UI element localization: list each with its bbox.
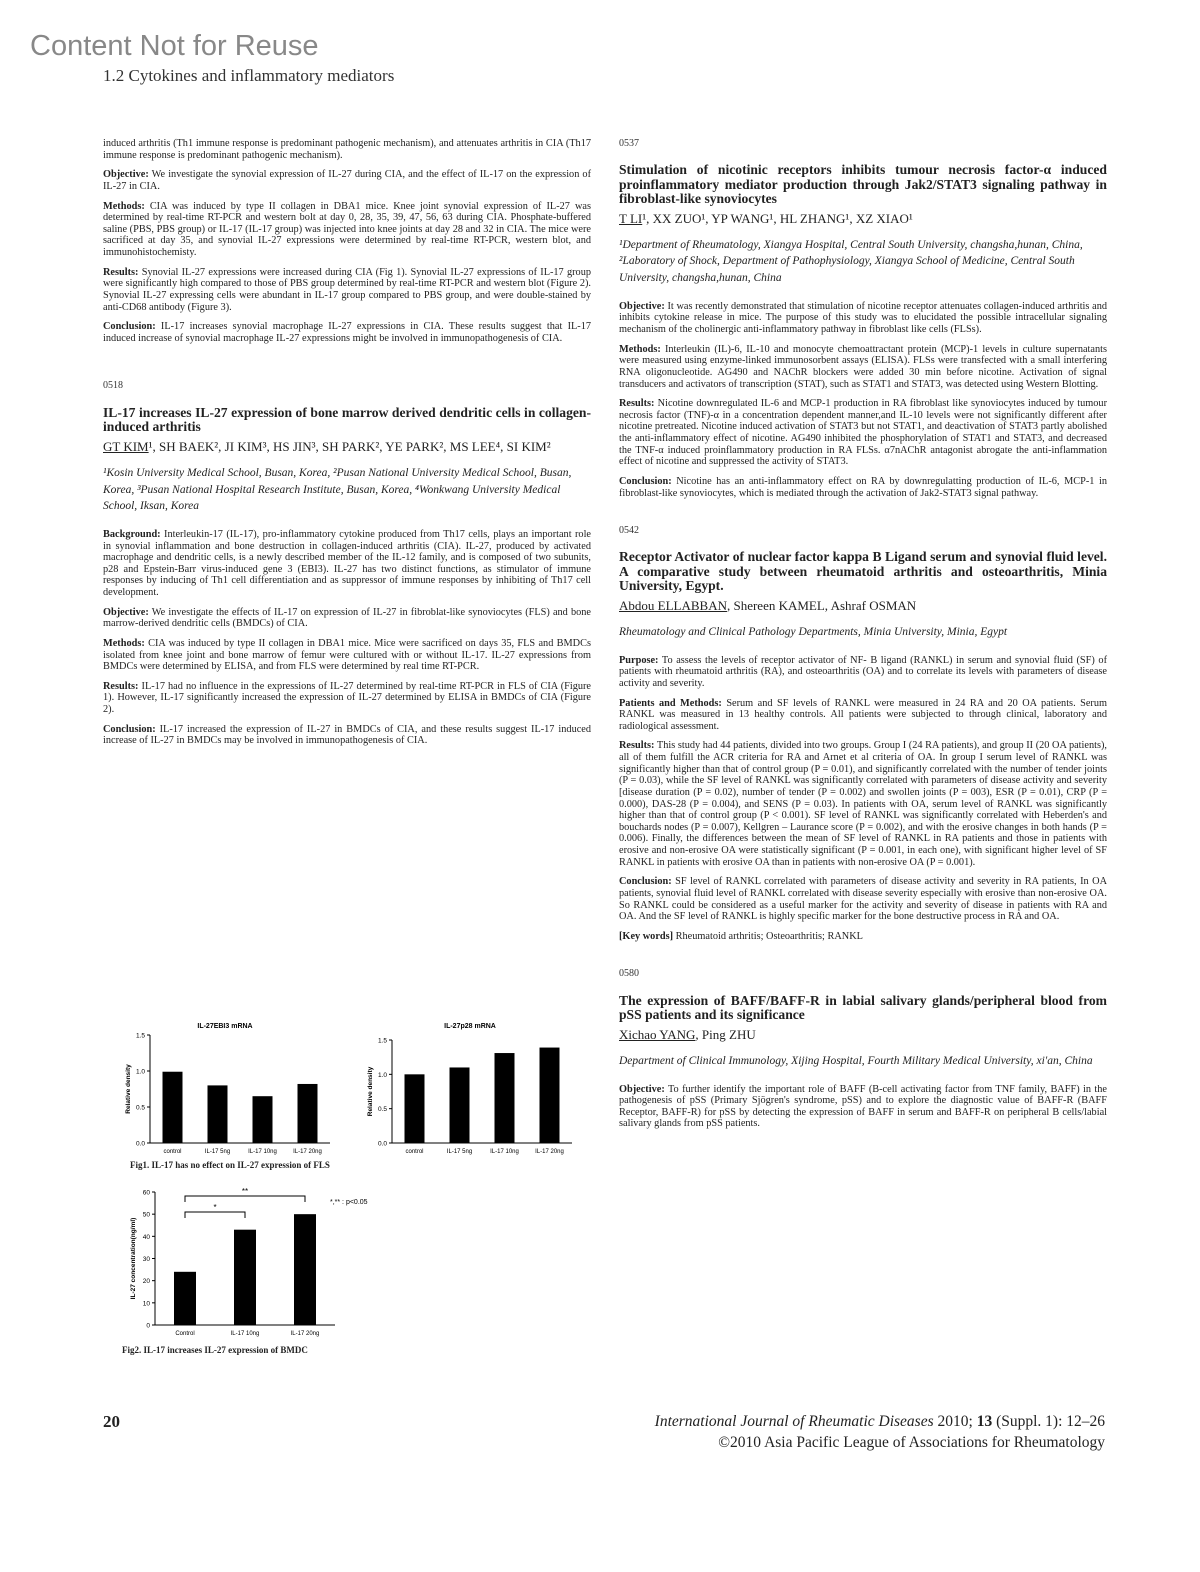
y-tick-label: 1.0 — [135, 1068, 145, 1076]
continued-intro: induced arthritis (Th1 immune response is predominant pathogenic mechanism), and attenuates arthritis in CIA (Th17 immune response is predominant pathogenic mechanism). — [103, 138, 591, 161]
y-tick-label: 0.0 — [135, 1140, 145, 1148]
bar — [495, 1053, 515, 1143]
bar — [174, 1272, 196, 1325]
x-tick-label: IL-17 20ng — [293, 1149, 322, 1155]
abstract-title: Stimulation of nicotinic receptors inhibits tumour necrosis factor-α induced proinflammatory mediator production through Jak2/STAT3 signaling pathway in fibroblast-like synoviocytes — [619, 162, 1107, 206]
y-tick-label: 30 — [142, 1256, 150, 1263]
x-tick-label: IL-17 10ng — [248, 1149, 277, 1155]
y-axis-label: Relative density — [125, 1064, 132, 1114]
y-tick-label: 0.5 — [377, 1106, 387, 1114]
author-list: Abdou ELLABBAN, Shereen KAMEL, Ashraf OSMAN — [619, 598, 917, 614]
objective: Objective: To further identify the important role of BAFF (B-cell activating factor from TNF family, BAFF) in the pathogenesis of pSS (Primary Sjögren's syndrome, pSS) and to explore the diagnostic value of BAFF-R (BAFF Receptor, BAFF-R) for pSS by detecting the expression of BAFF in serum and BAFF-R on peripheral B cells/labial salivary glands from pSS patients. — [619, 1083, 1107, 1130]
results: Results: IL-17 had no influence in the expressions of IL-27 determined by real-time RT-PCR in FLS of CIA (Figure 1). However, IL-17 significantly increased the expression of IL-27 determined by ELISA in BMDCs of CIA (Figure 2). — [103, 680, 592, 716]
abstract-id: 0537 — [619, 138, 639, 149]
x-tick-label: IL-17 20ng — [290, 1331, 320, 1337]
continued-conclusion: Conclusion: IL-17 increases synovial macrophage IL-27 expressions in CIA. These results suggest that IL-17 induced increase of synovial macrophage IL-27 expressions might be involved in immunopathogenesis of CIA. — [103, 321, 592, 344]
right-column — [619, 138, 1107, 1138]
abstract-title: The expression of BAFF/BAFF-R in labial salivary glands/peripheral blood from pSS patients and its significance — [619, 992, 1107, 1022]
objective: Objective: It was recently demonstrated that stimulation of nicotine receptor attenuates collagen-induced arthritis and inhibits cytokine release in mice. The purpose of this study was to elucidated the possible intracellular signaling mechanism of the cholinergic anti-inflammatory pathway in fibroblast like cells (FLSs). — [619, 300, 1107, 336]
bar — [208, 1085, 228, 1143]
abstract-title: IL-17 increases IL-27 expression of bone marrow derived dendritic cells in collagen-induced arthritis — [103, 404, 591, 434]
continued-objective: Objective: We investigate the synovial expression of IL-27 during CIA, and the effect of IL-17 on the expression of IL-27 in CIA. — [103, 169, 592, 192]
figures-area — [100, 1010, 580, 1370]
y-tick-label: 1.5 — [377, 1037, 387, 1045]
section-title: 1.2 Cytokines and inflammatory mediators — [103, 66, 395, 85]
conclusion: Conclusion: IL-17 increased the expression of IL-27 in BMDCs of CIA, and these results suggest IL-17 induced increase of IL-27 in BMDCs may be involved in immunopathogenesis of CIA. — [103, 723, 592, 747]
copyright: ©2010 Asia Pacific League of Associations for Rheumatology — [718, 1433, 1105, 1451]
y-tick-label: 0.5 — [135, 1104, 145, 1112]
y-tick-label: 0 — [146, 1322, 150, 1330]
bar — [234, 1230, 256, 1325]
y-axis-label: IL-27 concentration(ng/ml) — [130, 1217, 137, 1300]
fig1-caption: Fig1. IL-17 has no effect on IL-27 expression of FLS — [130, 1160, 330, 1170]
y-tick-label: 1.5 — [135, 1032, 145, 1040]
chart-title: IL-27EBI3 mRNA — [197, 1023, 253, 1030]
y-tick-label: 40 — [142, 1233, 150, 1241]
continued-results: Results: Synovial IL-27 expressions were increased during CIA (Fig 1). Synovial IL-27 expressions of IL-17 group were significantly high compared to those of PBS group determined by real-time RT-PCR and western blot (Figure 2). Synovial IL-27 expressing cells were abundant in IL-17 group compared to PBS group, and were double-stained by anti-CD68 antibody (Figure 3). — [103, 266, 591, 313]
bar — [163, 1072, 183, 1143]
results: Results: This study had 44 patients, divided into two groups. Group I (24 RA patients), and group II (20 OA patients), all of them fulfill the ACR criteria for RA and Arnet et al criteria of OA. In group I serum level of RANKL was significantly higher than that of control group (P = 0.01), and significantly correlated with the number of tender joints (P = 0.03), while the SF level of RANKL was significantly correlated with parameters of disease activity and severity [disease duration (P = 0.02), number of tender (P = 0.002) and swollen joints (P = 003), ESR (P = 0.01), CRP (P = 0.000), DAS-28 (P = 0.004), and SENS (P = 0.03). In patients with OA, serum level of RANKL was significantly higher than that of control group (P < 0.001). SF level of RANKL was significantly correlated with Heberden's and bouchards nodes (P = 0.007), Kellgren – Laurance score (P = 0.002), and with the erosive changes in both hands (P = 0.006). Finally, the differences between the mean of SF level of RANKL in RA patients and those in patients with erosive and non-erosive OA were statistically significant (P = 0.001, in each one), with significant higher level of SF RANKL in patients with erosive OA than in patients with non-erosive OA (P = 0.001). — [619, 740, 1107, 868]
author-list: Xichao YANG, Ping ZHU — [619, 1027, 756, 1043]
y-tick-label: 0.0 — [377, 1140, 387, 1148]
significance-star: ** — [241, 1187, 249, 1196]
methods: Methods: Interleukin (IL)-6, IL-10 and monocyte chemoattractant protein (MCP)-1 levels in culture supernatants were measured using enzyme-linked immunosorbent assays (ELISA). FLSs were transfected with a small interfering RNA oligonucleotide. AG490 and NAChR blockers were added 30 min before nicotine. Activation of signal transducers and activators of transcription (STAT), such as STAT1 and STAT3, was detected using Western Blotting. — [619, 343, 1107, 390]
affiliation: ¹Department of Rheumatology, Xiangya Hospital, Central South University, changsha,hunan, China, ²Laboratory of Shock, Department of Pathophysiology, Xiangya School of Medicine, Central South University, changsha,hunan, China — [619, 238, 1083, 285]
bar — [540, 1048, 560, 1143]
x-tick-label: IL-17 5ng — [446, 1149, 473, 1155]
keywords: [Key words] Rheumatoid arthritis; Osteoarthritis; RANKL — [619, 930, 863, 942]
y-axis-label: Relative density — [367, 1066, 374, 1117]
abstract-title: Receptor Activator of nuclear factor kappa B Ligand serum and synovial fluid level. A comparative study between rheumatoid arthritis and osteoarthritis, Minia University, Egypt. — [619, 549, 1107, 593]
bar — [294, 1214, 316, 1325]
bar — [298, 1084, 318, 1143]
fig2-caption: Fig2. IL-17 increases IL-27 expression of BMDC — [122, 1345, 308, 1355]
y-tick-label: 1.0 — [377, 1071, 387, 1079]
watermark: Content Not for Reuse — [30, 30, 319, 62]
bar — [253, 1096, 273, 1143]
y-tick-label: 20 — [142, 1278, 150, 1286]
x-tick-label: IL-17 10ng — [490, 1149, 519, 1155]
journal-citation: International Journal of Rheumatic Diseases 2010; 13 (Suppl. 1): 12–26 ©2010 Asia Pacific League of Associations for Rheumatology — [655, 1412, 1105, 1454]
affiliation: ¹Kosin University Medical School, Busan, Korea, ²Pusan National University Medical School, Busan, Korea, ³Pusan National Hospital Research Institute, Busan, Korea, ⁴Wonkwang University Medical School, Iksan, Korea — [103, 466, 572, 513]
patients-methods: Patients and Methods: Serum and SF levels of RANKL were measured in 24 RA and 20 OA patients. Serum RANKL was measured in 13 healthy controls. All patients were subjected to through clinical, laboratory and radiological assessment. — [619, 697, 1108, 732]
bar — [405, 1074, 425, 1143]
author-list: T LI¹, XX ZUO¹, YP WANG¹, HL ZHANG¹, XZ XIAO¹ — [619, 211, 913, 227]
y-tick-label: 50 — [142, 1211, 150, 1219]
x-tick-label: IL-17 10ng — [230, 1331, 260, 1337]
x-tick-label: control — [163, 1149, 182, 1155]
author-list: GT KIM¹, SH BAEK², JI KIM³, HS JIN³, SH PARK², YE PARK², MS LEE⁴, SI KIM² — [103, 439, 551, 455]
abstract-id: 0542 — [619, 525, 639, 537]
affiliation: Rheumatology and Clinical Pathology Departments, Minia University, Minia, Egypt — [619, 625, 1008, 638]
x-tick-label: control — [405, 1149, 424, 1155]
purpose: Purpose: To assess the levels of receptor activator of NF- B ligand (RANKL) in serum and synovial fluid (SF) of patients with rheumatoid arthritis (RA), and osteoarthritis (OA) and to correlate its levels with parameters of disease activity and severity. — [619, 654, 1107, 689]
significance-note: *,** : p<0.05 — [330, 1199, 368, 1206]
background: Background: Interleukin-17 (IL-17), pro-inflammatory cytokine produced from Th17 cells, plays an important role in synovial inflammation and bone destruction in collagen-induced arthritis (CIA). IL-27, produced by activated macrophage and dendritic cells, is a newly described member of the IL-12 family, and is composed of two subunits, p28 and Epstein-Barr virus-induced gene 3 (EBI3). IL-27 has two distinct functions, as stimulator of immune responses by inducing of Th1 cell differentiation and as suppressor of immune responses by inhibiting of Th17 cell development. — [103, 528, 591, 599]
methods: Methods: CIA was induced by type II collagen in DBA1 mice. Mice were sacrificed on days 35, FLS and BMDCs isolated from knee joint and bone marrow of femur were cultured with or without IL-17. IL-27 expressions from BMDCs were determined by ELISA, and from FLS were determined by real time RT-PCR. — [103, 637, 591, 673]
x-tick-label: IL-17 5ng — [204, 1149, 231, 1155]
continued-methods: Methods: CIA was induced by type II collagen in DBA1 mice. Knee joint synovial expression of IL-27 was determined by real-time RT-PCR and western bolt at day 0, 28, 35, 39, 47, 56, 63 during CIA. Phosphate-buffered saline (PBS, PBS group) or IL-17 (IL-17 group) was injected into knee joints at day 28 and 32 in CIA. The mice were sacrificed at day 35, and synovial IL-27 expressions were determined by real-time RT-PCR, western blot, and immunohistochemisty. — [103, 200, 591, 258]
x-tick-label: Control — [175, 1331, 195, 1337]
conclusion: Conclusion: Nicotine has an anti-inflammatory effect on RA by downregulatting production of IL-6, MCP-1 in fibroblast-like synoviocytes, which is mediated through the activation of Jak2-STAT3 signal pathway. — [619, 475, 1107, 499]
objective: Objective: We investigate the effects of IL-17 on expression of IL-27 in fibroblat-like synoviocytes (FLS) and bone marrow-derived dendritic cells (BMDCs) of CIA. — [103, 606, 592, 630]
significance-star: * — [213, 1203, 217, 1212]
page-number: 20 — [103, 1412, 120, 1431]
significance-bracket — [185, 1196, 305, 1202]
conclusion: Conclusion: SF level of RANKL correlated with parameters of disease activity and severity in RA patients, In OA patients, synovial fluid level of RANKL correlated with disease severity especially with erosive than non-erosive OA. So RANKL could be considered as a useful marker for the activity and severity of disease in patients with RA and OA. And the SF level of RANKL is highly specific marker for the bone destructive process in RA and OA. — [619, 876, 1108, 923]
significance-bracket — [185, 1212, 245, 1218]
chart-title: IL-27p28 mRNA — [444, 1023, 496, 1030]
bar — [450, 1067, 470, 1143]
y-tick-label: 60 — [142, 1189, 150, 1197]
x-tick-label: IL-17 20ng — [535, 1149, 564, 1155]
abstract-id: 0518 — [103, 380, 123, 392]
affiliation: Department of Clinical Immunology, Xijing Hospital, Fourth Military Medical University, xi'an, China — [619, 1054, 1093, 1067]
left-column — [103, 138, 591, 755]
results: Results: Nicotine downregulated IL-6 and MCP-1 production in RA fibroblast like synoviocytes induced by tumour necrosis factor (TNF)-α in a concentration dependent manner,and IL-10 levels were not significantly different after nicotine pretreated. Nicotine induced activation of STAT3 but not STAT1, and deactivation of STAT3 partly abolished the anti-inflammatory effect of nicotine. AG490 inhibited the phosphorylation of STAT1 and STAT3, and decreased the TNF-α induced proinflammatory production in RA FLSs. α7nAChR antagonist abrogate the anti-inflammation effect of nicotine and suppressed the activity of STAT3. — [619, 398, 1108, 468]
y-tick-label: 10 — [142, 1300, 150, 1308]
abstract-id: 0580 — [619, 968, 639, 980]
